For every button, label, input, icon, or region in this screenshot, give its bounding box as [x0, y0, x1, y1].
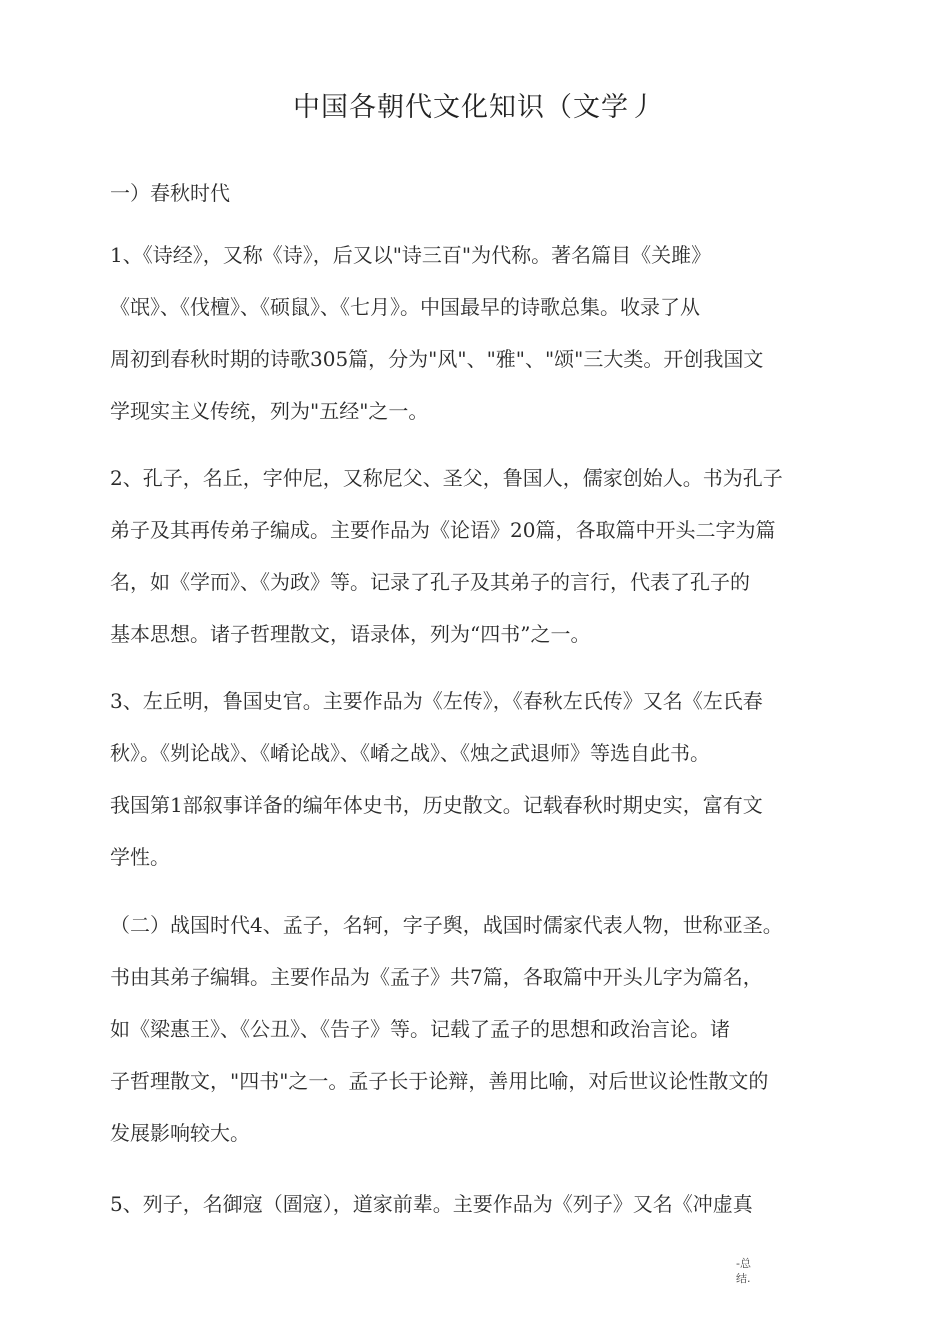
- paragraph-line: 秋》。《刿论战》、《崤论战》、《崤之战》、《烛之武退师》等选自此书。: [110, 741, 710, 765]
- paragraph-line: （二）战国时代4、孟子，名轲，字子舆，战国时儒家代表人物，世称亚圣。: [110, 913, 783, 937]
- section-heading: 一）春秋时代: [110, 181, 230, 205]
- paragraph-line: 子哲理散文，"四书"之一。孟子长于论辩，善用比喻，对后世议论性散文的: [110, 1069, 769, 1093]
- paragraph-line: 学性。: [110, 845, 170, 869]
- page-footer: [736, 1256, 751, 1286]
- paragraph-5: [110, 1178, 880, 1230]
- paragraph-line: 弟子及其再传弟子编成。主要作品为《论语》20篇，各取篇中开头二字为篇: [110, 518, 776, 542]
- paragraph-line: 书由其弟子编辑。主要作品为《孟子》共7篇，各取篇中开头儿字为篇名，: [110, 965, 763, 989]
- paragraph-line: 名，如《学而》、《为政》等。记录了孔子及其弟子的言行，代表了孔子的: [110, 570, 750, 594]
- paragraph-line: 《氓》、《伐檀》、《硕鼠》、《七月》。中国最早的诗歌总集。收录了从: [110, 295, 700, 319]
- page-title: 中国各朝代文化知识（文学丿: [293, 92, 657, 123]
- paragraph-line: 3、左丘明，鲁国史官。主要作品为《左传》，《春秋左氏传》又名《左氏春: [110, 689, 763, 713]
- footer-line: -总: [736, 1257, 751, 1270]
- paragraph-line: 2、孔子，名丘，字仲尼，又称尼父、圣父，鲁国人，儒家创始人。书为孔子: [110, 466, 783, 490]
- paragraph-2: [110, 452, 880, 660]
- paragraph-line: 5、列子，名御寇（圄寇），道家前辈。主要作品为《列子》又名《冲虚真: [110, 1192, 753, 1216]
- paragraph-line: 如《梁惠王》、《公丑》、《告子》等。记载了孟子的思想和政治言论。诸: [110, 1017, 730, 1041]
- paragraph-line: 学现实主义传统，列为"五经"之一。: [110, 399, 429, 423]
- paragraph-line: 周初到春秋时期的诗歌305篇，分为"风"、"雅"、"颂"三大类。开创我国文: [110, 347, 764, 371]
- footer-line: 结.: [736, 1272, 751, 1285]
- paragraph-line: 发展影响较大。: [110, 1121, 250, 1145]
- paragraph-line: 1、《诗经》，又称《诗》，后又以"诗三百"为代称。著名篇目《关雎》: [110, 243, 712, 267]
- paragraph-line: 我国第1部叙事详备的编年体史书，历史散文。记载春秋时期史实，富有文: [110, 793, 763, 817]
- paragraph-3: [110, 675, 880, 883]
- paragraph-line: 基本思想。诸子哲理散文，语录体，列为“四书”之一。: [110, 622, 591, 646]
- paragraph-1: [110, 229, 880, 437]
- paragraph-4: [110, 899, 880, 1159]
